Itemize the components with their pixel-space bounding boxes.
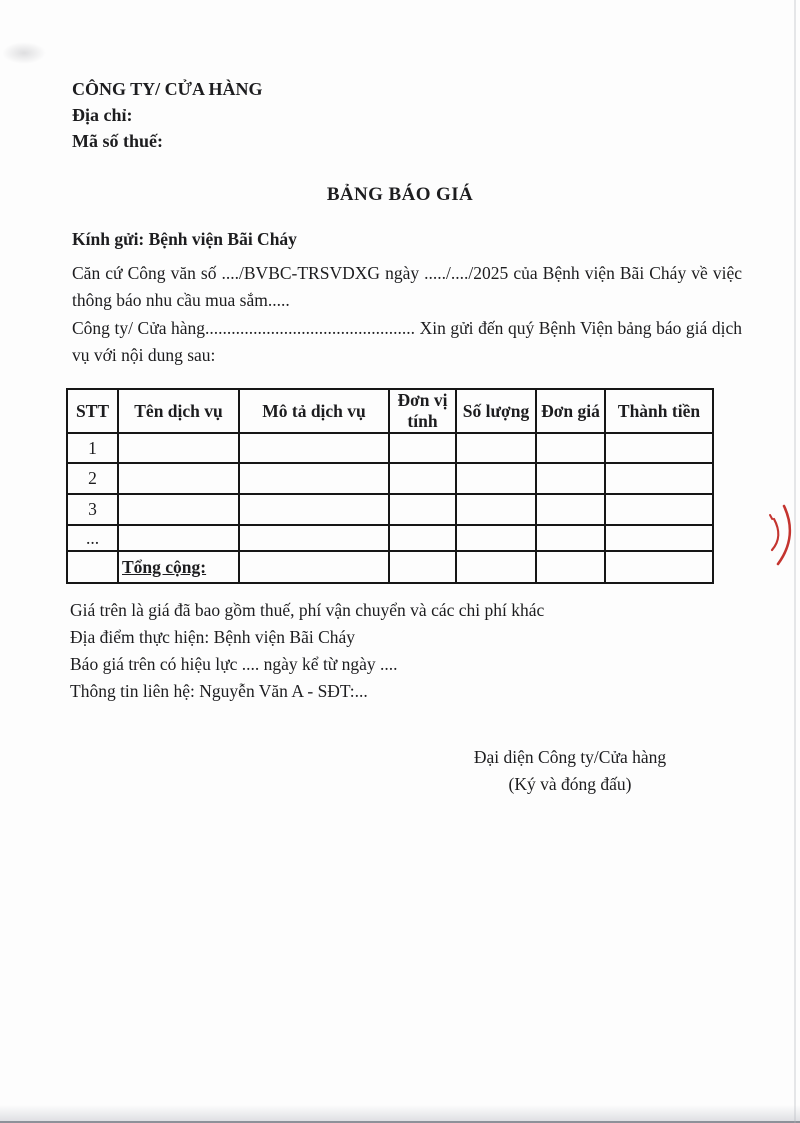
- empty-cell: [239, 433, 389, 463]
- signature-instruction: (Ký và đóng đấu): [508, 774, 632, 794]
- quotation-table: [66, 388, 714, 584]
- stt-cell: 1: [67, 433, 118, 463]
- empty-cell: [456, 433, 536, 463]
- header-cell-service-name: Tên dịch vụ: [118, 389, 239, 433]
- signature-role: Đại diện Công ty/Cửa hàng: [473, 747, 667, 767]
- scan-smudge: [2, 42, 46, 64]
- empty-cell: [605, 525, 713, 551]
- empty-cell: [456, 494, 536, 525]
- red-pen-mark-icon: [760, 498, 796, 574]
- empty-cell: [389, 551, 456, 583]
- tax-code-label: Mã số thuế:: [72, 131, 163, 151]
- empty-cell: [239, 463, 389, 494]
- empty-cell: [118, 463, 239, 494]
- note-validity: Báo giá trên có hiệu lực .... ngày kể từ ngày ....: [70, 654, 398, 674]
- empty-cell: [389, 525, 456, 551]
- offer-paragraph: Công ty/ Cửa hàng................................................ Xin gửi đến quý Bệnh Viện bảng báo giá dịch vụ với nội dung sau:: [72, 318, 742, 365]
- table-row: [67, 433, 713, 463]
- empty-cell: [536, 551, 605, 583]
- header-cell-quantity: Số lượng: [456, 389, 536, 433]
- company-header-block: [72, 76, 263, 154]
- empty-cell: [389, 433, 456, 463]
- header-cell-unit: Đơn vị tính: [389, 389, 456, 433]
- empty-cell: [456, 551, 536, 583]
- scan-edge-right: [794, 0, 796, 1123]
- intro-paragraph: Căn cứ Công văn số ..../BVBC-TRSVDXG ngày ...../..../2025 của Bệnh viện Bãi Cháy về việc thông báo nhu cầu mua sắm.....: [72, 263, 742, 310]
- empty-cell: [536, 433, 605, 463]
- note-tax-included: Giá trên là giá đã bao gồm thuế, phí vận chuyển và các chi phí khác: [70, 600, 545, 620]
- empty-cell: [536, 463, 605, 494]
- recipient-line: Kính gửi: Bệnh viện Bãi Cháy: [72, 229, 297, 249]
- empty-cell: [118, 494, 239, 525]
- header-cell-unit-price: Đơn giá: [536, 389, 605, 433]
- table-row: [67, 494, 713, 525]
- empty-cell: [118, 433, 239, 463]
- document-title: BẢNG BÁO GIÁ: [326, 184, 474, 205]
- company-name: CÔNG TY/ CỬA HÀNG: [72, 79, 263, 99]
- note-contact: Thông tin liên hệ: Nguyễn Văn A - SĐT:...: [70, 681, 368, 701]
- empty-cell: [67, 551, 118, 583]
- header-cell-stt: STT: [67, 389, 118, 433]
- stt-cell: 3: [67, 494, 118, 525]
- stt-cell: 2: [67, 463, 118, 494]
- empty-cell: [536, 494, 605, 525]
- stt-cell: ...: [67, 525, 118, 551]
- table-total-row: [67, 551, 713, 583]
- notes-block: [70, 597, 544, 705]
- total-label-cell: Tổng cộng:: [118, 551, 239, 583]
- empty-cell: [605, 433, 713, 463]
- empty-cell: [536, 525, 605, 551]
- empty-cell: [389, 494, 456, 525]
- scan-shadow-bottom: [0, 1105, 800, 1121]
- empty-cell: [239, 494, 389, 525]
- empty-cell: [239, 525, 389, 551]
- table-row: [67, 463, 713, 494]
- table-header-row: [67, 389, 713, 433]
- header-cell-total-price: Thành tiền: [605, 389, 713, 433]
- empty-cell: [456, 463, 536, 494]
- empty-cell: [456, 525, 536, 551]
- address-label: Địa chỉ:: [72, 105, 133, 125]
- empty-cell: [605, 551, 713, 583]
- empty-cell: [239, 551, 389, 583]
- signature-block: [420, 744, 720, 798]
- table-row: [67, 525, 713, 551]
- empty-cell: [389, 463, 456, 494]
- header-cell-service-description: Mô tả dịch vụ: [239, 389, 389, 433]
- note-location: Địa điểm thực hiện: Bệnh viện Bãi Cháy: [70, 627, 356, 647]
- empty-cell: [118, 525, 239, 551]
- empty-cell: [605, 463, 713, 494]
- empty-cell: [605, 494, 713, 525]
